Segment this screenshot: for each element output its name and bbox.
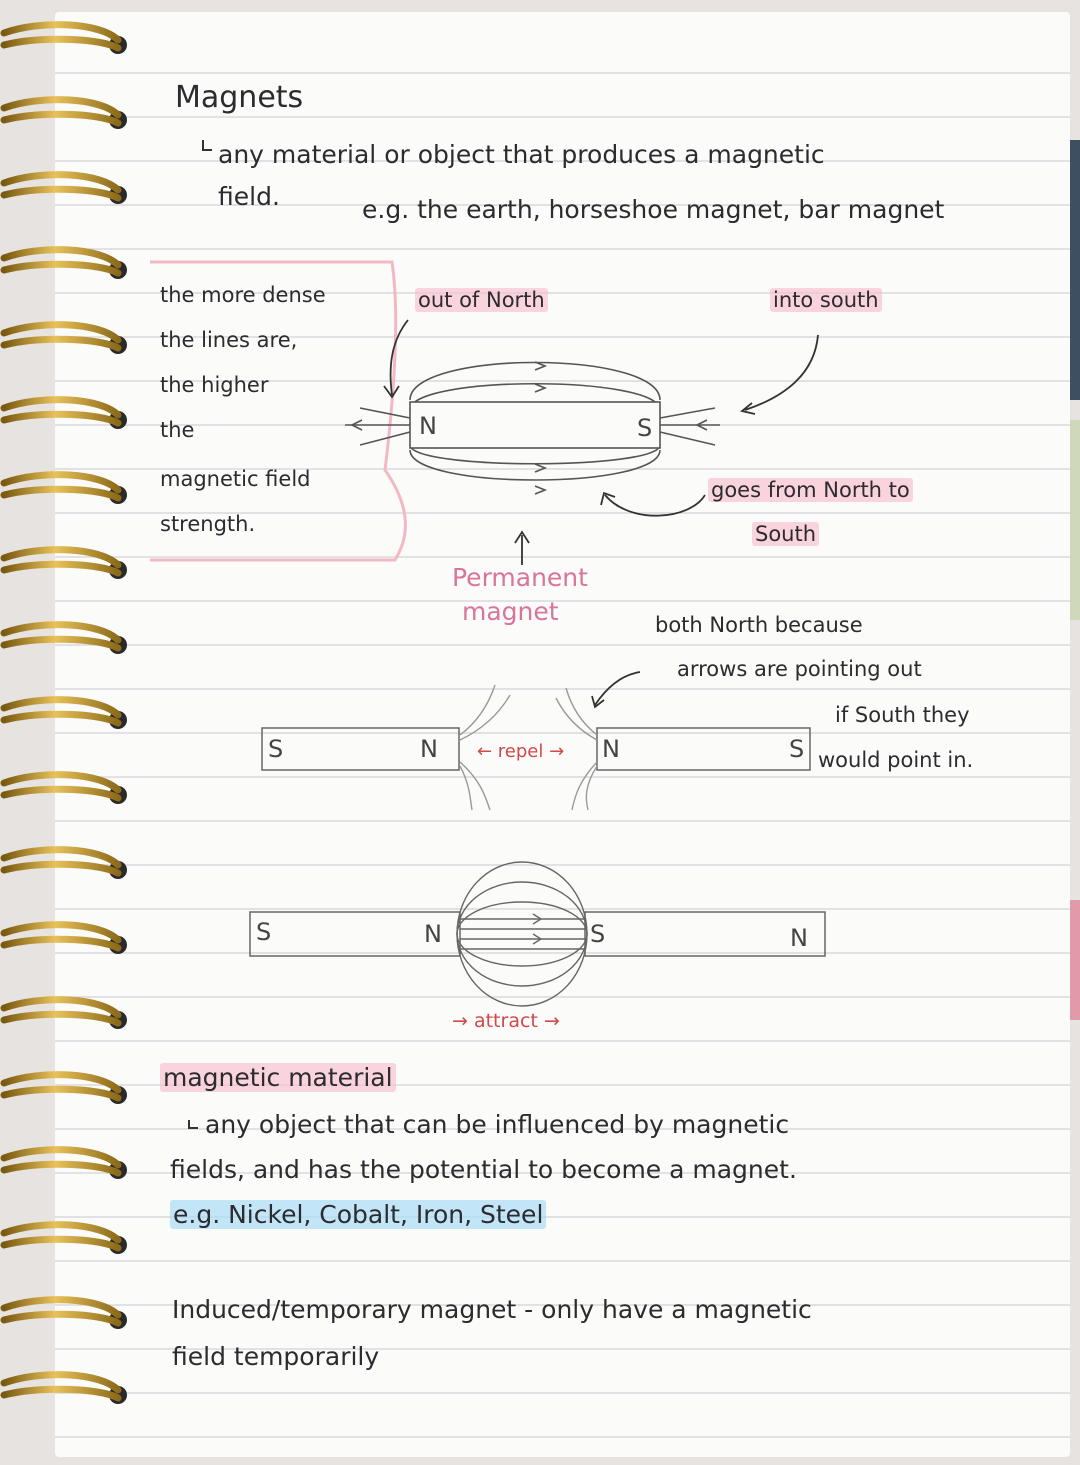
permanent-magnet-south: S [637, 414, 653, 442]
magnetic-material-heading: magnetic material [160, 1063, 396, 1092]
magnet-definition-line2: field. [218, 182, 280, 211]
field-direction-line1: goes from North to [708, 478, 913, 502]
induced-magnet-line1: Induced/temporary magnet - only have a magnetic [172, 1295, 812, 1324]
density-note-line3: the higher [160, 373, 269, 397]
magnet-examples: e.g. the earth, horseshoe magnet, bar magnet [362, 195, 945, 224]
repel-label: ← repel → [477, 741, 565, 762]
attract-left-south: S [256, 918, 272, 946]
induced-magnet-line2: field temporarily [172, 1342, 380, 1371]
attract-label: → attract → [452, 1010, 560, 1032]
repel-right-south: S [789, 735, 805, 763]
attract-left-north: N [424, 920, 442, 948]
density-note-line5: magnetic field [160, 467, 311, 491]
field-direction-line2: South [752, 522, 819, 546]
page-title: Magnets [175, 80, 304, 115]
density-note-line2: the lines are, [160, 328, 298, 352]
both-north-note-line1: both North because [655, 613, 863, 637]
repel-left-south: S [268, 735, 284, 763]
into-south-label: into south [770, 288, 882, 312]
both-north-note-line3: if South they [835, 703, 970, 727]
density-note-line6: strength. [160, 512, 256, 536]
magnetic-material-examples: e.g. Nickel, Cobalt, Iron, Steel [170, 1200, 546, 1229]
out-of-north-label: out of North [415, 288, 548, 312]
attract-right-south: S [590, 920, 606, 948]
repel-left-north: N [420, 735, 438, 763]
density-note-line4: the [160, 418, 195, 442]
both-north-note-line4: would point in. [818, 748, 974, 772]
repel-right-north: N [602, 735, 620, 763]
magnetic-material-line1: any object that can be influenced by magnetic [205, 1110, 790, 1139]
permanent-magnet-caption-line1: Permanent [452, 563, 588, 592]
permanent-magnet-caption-line2: magnet [462, 597, 559, 626]
magnetic-material-line2: fields, and has the potential to become a magnet. [170, 1155, 797, 1184]
attract-right-north: N [790, 924, 808, 952]
magnet-definition-line1: any material or object that produces a magnetic [218, 140, 825, 169]
attract-right-magnet [585, 912, 825, 956]
permanent-magnet-north: N [419, 412, 437, 440]
density-note-line1: the more dense [160, 283, 326, 307]
both-north-note-line2: arrows are pointing out [677, 657, 922, 681]
